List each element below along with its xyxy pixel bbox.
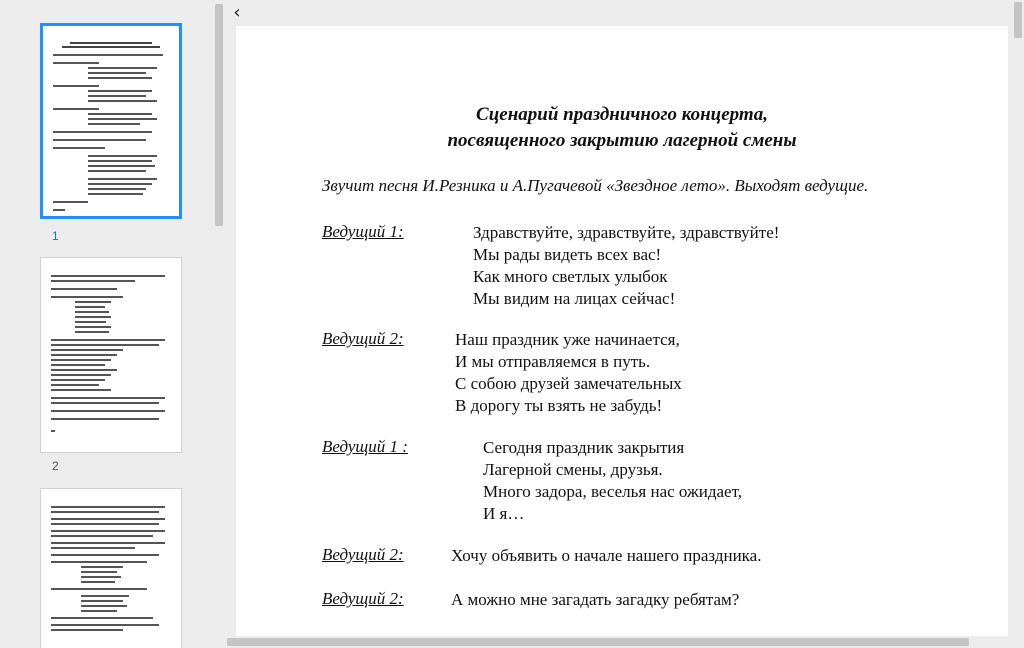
intro-text: Звучит песня И.Резника и А.Пугачевой «Звездное лето». Выходят ведущие.	[322, 176, 869, 195]
verse-line: Хочу объявить о начале нашего праздника.	[451, 546, 762, 565]
verse-line: Наш праздник уже начинается,	[455, 330, 680, 349]
horizontal-scrollbar[interactable]	[227, 636, 1012, 648]
thumbnail-preview	[40, 488, 182, 648]
horizontal-scroll-thumb[interactable]	[227, 638, 969, 646]
verse-line: А можно мне загадать загадку ребятам?	[451, 590, 740, 609]
verse-lines	[455, 329, 682, 417]
verse-line: Мы видим на лицах сейчас!	[473, 289, 676, 308]
page-title	[236, 102, 1008, 154]
title-line-1: Сценарий праздничного концерта,	[476, 104, 768, 125]
vertical-scrollbar[interactable]	[1012, 0, 1024, 648]
verse-line: С собою друзей замечательных	[455, 374, 682, 393]
sidebar-scrollbar[interactable]	[215, 4, 223, 226]
verse-line: Лагерной смены, друзья.	[483, 460, 663, 479]
thumbnail-page-1[interactable]	[40, 23, 182, 219]
speaker-label: Ведущий 2:	[322, 545, 404, 564]
speaker-label: Ведущий 1:	[322, 222, 404, 241]
verse-line: Мы рады видеть всех вас!	[473, 245, 662, 264]
verse-line: Здравствуйте, здравствуйте, здравствуйте!	[473, 223, 780, 242]
verse-lines	[473, 222, 779, 310]
speaker-label: Ведущий 2:	[322, 589, 404, 608]
speaker-label: Ведущий 2:	[322, 329, 404, 348]
verse-lines	[451, 589, 739, 611]
verse-line: В дорогу ты взять не забудь!	[455, 396, 663, 415]
vertical-scroll-thumb[interactable]	[1014, 2, 1022, 38]
verse-line: Сегодня праздник закрытия	[483, 438, 685, 457]
title-line-2: посвященного закрытию лагерной смены	[447, 130, 797, 151]
verse-lines	[451, 545, 761, 567]
document-page	[236, 26, 1008, 640]
verse-line: Много задора, веселья нас ожидает,	[483, 482, 742, 501]
speaker-label: Ведущий 1 :	[322, 437, 408, 456]
verse-line: И мы отправляемся в путь.	[455, 352, 651, 371]
collapse-sidebar-icon[interactable]: ‹	[233, 2, 241, 23]
verse-line: И я…	[483, 504, 525, 523]
thumbnail-page-3[interactable]	[40, 488, 182, 648]
verse-line: Как много светлых улыбок	[473, 267, 668, 286]
thumbnail-page-number: 2	[52, 459, 59, 473]
thumbnail-preview	[40, 257, 182, 453]
thumbnail-sidebar	[0, 0, 227, 648]
thumbnail-preview	[40, 23, 182, 219]
thumbnail-page-2[interactable]	[40, 257, 182, 453]
verse-lines	[483, 437, 742, 525]
thumbnail-page-number: 1	[52, 229, 59, 243]
